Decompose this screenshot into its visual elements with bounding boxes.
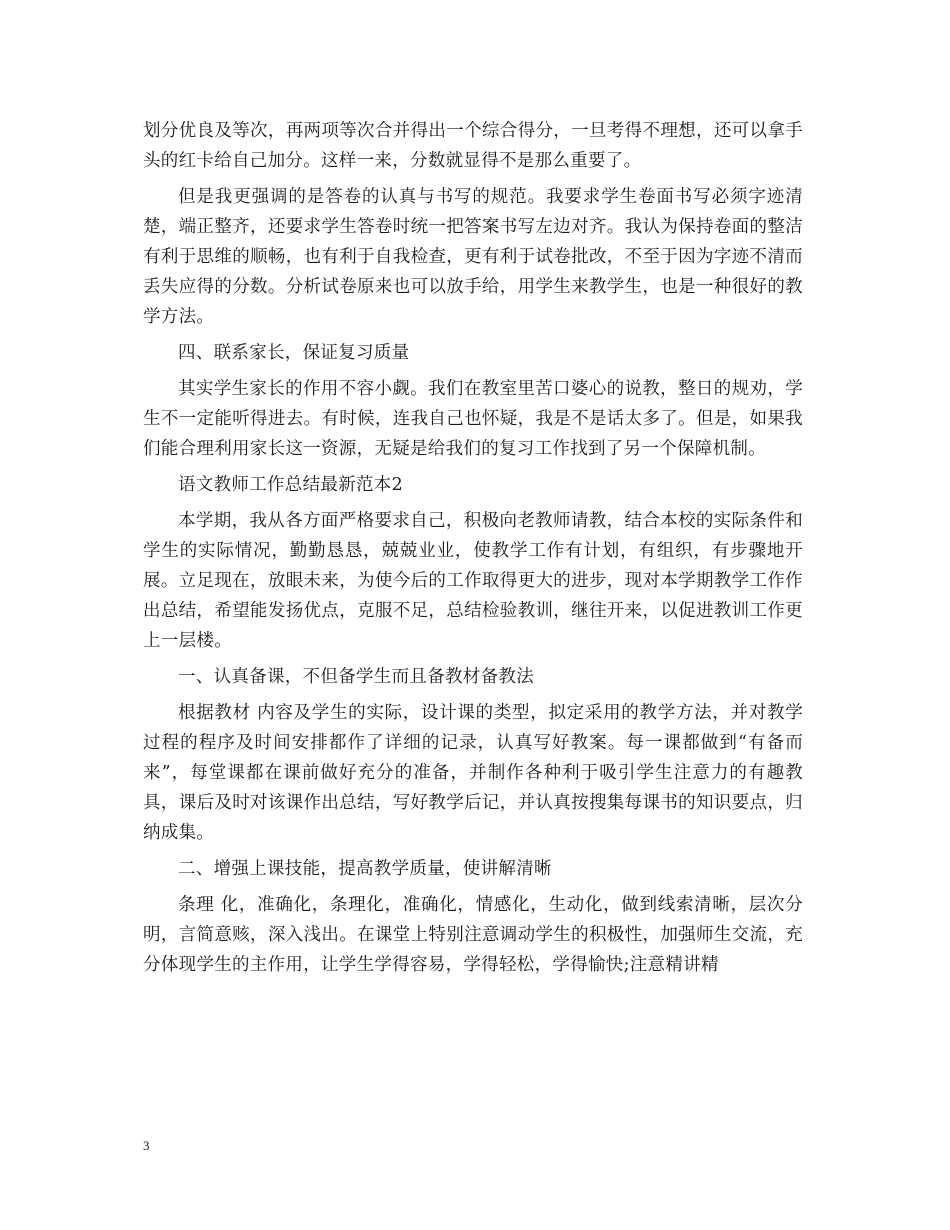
paragraph-1: 划分优良及等次，再两项等次合并得出一个综合得分，一旦考得不理想，还可以拿手头的红卡给自己加分。这样一来，分数就显得不是那么重要了。 — [143, 121, 803, 171]
paragraph-3: 其实学生家长的作用不容小觑。我们在教室里苦口婆心的说教，整日的规劝，学生不一定能听得进去。有时候，连我自己也怀疑，我是不是话太多了。但是，如果我们能合理利用家长这一资源，无疑是给我们的复习工作找到了另一个保障机制。 — [143, 379, 803, 459]
document-subtitle: 语文教师工作总结最新范本2 — [178, 475, 404, 495]
paragraph-6: 条理 化，准确化，条理化，准确化，情感化，生动化，做到线索清晰，层次分明，言简意赅，深入浅出。在课堂上特别注意调动学生的积极性，加强师生交流，充分体现学生的主作用，让学生学得容易，学得轻松，学得愉快;注意精讲精 — [143, 895, 803, 975]
section-heading-1: 一、认真备课，不但备学生而且备教材备教法 — [178, 667, 534, 687]
paragraph-5: 根据教材 内容及学生的实际，设计课的类型，拟定采用的教学方法，并对教学过程的程序及时间安排都作了详细的记录，认真写好教案。每一课都做到“有备而来”，每堂课都在课前做好充分的准备，并制作各种利于吸引学生注意力的有趣教具，课后及时对该课作出总结，写好教学后记，并认真按搜集每课书的知识要点，归纳成集。 — [143, 703, 803, 843]
section-heading-2: 二、增强上课技能，提高教学质量，使讲解清晰 — [178, 859, 552, 879]
page-number: 3 — [143, 1138, 150, 1153]
paragraph-4: 本学期，我从各方面严格要求自己，积极向老教师请教，结合本校的实际条件和学生的实际情况，勤勤恳恳，兢兢业业，使教学工作有计划，有组织，有步骤地开展。立足现在，放眼未来，为使今后的工作取得更大的进步，现对本学期教学工作作出总结，希望能发扬优点，克服不足，总结检验教训，继往开来，以促进教训工作更上一层楼。 — [143, 511, 803, 651]
section-heading-4: 四、联系家长，保证复习质量 — [178, 343, 410, 363]
document-body — [143, 116, 803, 986]
paragraph-2: 但是我更强调的是答卷的认真与书写的规范。我要求学生卷面书写必须字迹清楚，端正整齐，还要求学生答卷时统一把答案书写左边对齐。我认为保持卷面的整洁有利于思维的顺畅，也有利于自我检查，更有利于试卷批改，不至于因为字迹不清而丢失应得的分数。分析试卷原来也可以放手给，用学生来教学生，也是一种很好的教学方法。 — [143, 187, 803, 327]
